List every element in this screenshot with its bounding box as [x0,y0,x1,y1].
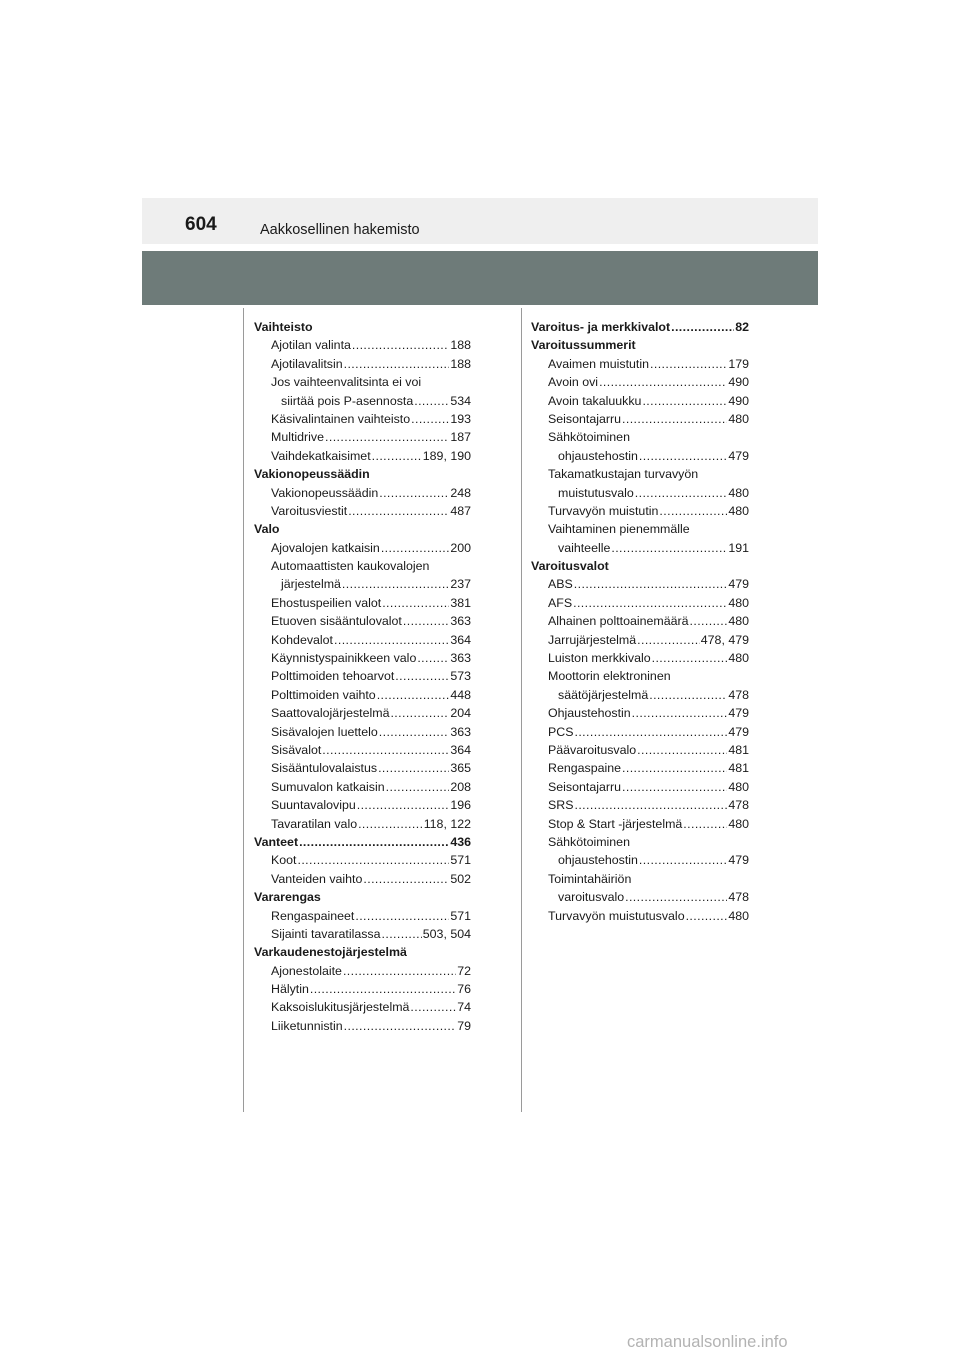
dot-leader [639,851,727,869]
dot-leader [649,686,727,704]
index-entry-halytin [254,980,471,998]
page-reference: 503, 504 [422,926,471,941]
page-reference: 363 [450,724,471,739]
dot-leader [637,631,700,649]
page-reference: 208 [450,779,471,794]
dot-leader [659,502,727,520]
index-term: Ajotilavalitsin [271,356,343,371]
page-reference: 480 [728,779,749,794]
page-reference: 490 [728,375,749,390]
dot-leader [382,925,422,943]
page-reference: 480 [728,908,749,923]
dot-leader [355,907,449,925]
index-entry-sisaantulovalaistus [254,759,471,777]
dot-leader [573,594,727,612]
index-entry-varoitusvalo [531,888,749,906]
index-entry-sijainti-tavaratilassa [254,925,471,943]
index-term: Luiston merkkivalo [548,651,651,666]
index-term: Toimintahäiriön [548,871,632,886]
index-entry-paavaroitusvalo [531,741,749,759]
index-term: Tavaratilan valo [271,816,358,831]
page-reference: 363 [450,651,471,666]
dot-leader [363,870,449,888]
index-entry-sisavalot [254,741,471,759]
index-term: Ehostuspeilien valot [271,595,382,610]
index-entry-etuoven-sisaantulovalot [254,612,471,630]
index-term: Polttimoiden tehoarvot [271,669,395,684]
dot-leader [574,575,728,593]
index-term: Jarrujärjestelmä [548,632,637,647]
index-entry-ajotilavalitsin [254,355,471,373]
index-entry-abs [531,575,749,593]
page-reference: 187 [450,430,471,445]
header-band [142,198,818,244]
index-entry-tavaratilan-valo [254,815,471,833]
index-term: varoitusvalo [558,890,625,905]
index-entry-vaihtaminen-pienemmalle [531,520,749,538]
index-term: Suuntavalovipu [271,798,356,813]
index-entry-saatojarjestelma [531,686,749,704]
dot-leader [403,612,449,630]
index-heading-vaihteisto [254,318,471,336]
page-reference: 193 [450,411,471,426]
index-term: siirtää pois P-asennosta [281,393,414,408]
dot-leader [358,815,423,833]
page-reference: 487 [450,503,471,518]
dot-leader [390,704,449,722]
index-entry-ehostuspeilien-valot [254,594,471,612]
index-heading-varoitus-ja-merkkivalot [531,318,749,336]
dot-leader [599,373,727,391]
index-term: Avaimen muistutin [548,356,650,371]
dot-leader [395,667,449,685]
dot-leader [671,318,734,336]
index-heading-vararengas [254,888,471,906]
index-term: Saattovalojärjestelmä [271,706,390,721]
index-term: Automaattisten kaukovalojen [271,559,430,574]
index-entry-vakionopeussaadin [254,484,471,502]
index-term: Liiketunnistin [271,1018,343,1033]
page-reference: 571 [450,853,471,868]
index-term: Valo [254,522,280,537]
index-entry-rengaspaine [531,759,749,777]
dot-leader [342,575,449,593]
index-entry-sisavalojen-luettelo [254,723,471,741]
index-term: Käynnistyspainikkeen valo [271,651,417,666]
index-term: Vaihtaminen pienemmälle [548,522,690,537]
index-entry-jos-vaihteenvalitsinta-ei-voi [254,373,471,391]
dot-leader [574,723,727,741]
watermark: carmanualsonline.info [627,1333,788,1351]
dot-leader [650,355,727,373]
index-term: Sisääntulovalaistus [271,761,378,776]
index-entry-vaihteelle [531,539,749,557]
dot-leader [344,355,450,373]
index-entry-ohjaustehostin [531,851,749,869]
dot-leader [622,759,727,777]
index-entry-rengaspaineet [254,907,471,925]
page-reference: 490 [728,393,749,408]
index-entry-takamatkustajan-turvavyon [531,465,749,483]
index-entry-kaksoislukitusjarjestelma [254,998,471,1016]
index-term: Varoitus- ja merkkivalot [531,320,671,334]
index-heading-varoitusvalot [531,557,749,575]
index-term: Jos vaihteenvalitsinta ei voi [271,375,422,390]
index-term: PCS [548,724,574,739]
index-term: säätöjärjestelmä [558,687,649,702]
page-reference: 481 [728,742,749,757]
index-entry-sahkotoiminen [531,833,749,851]
index-entry-ohjaustehostin [531,447,749,465]
index-term: Moottorin elektroninen [548,669,671,684]
section-tab-band [142,251,818,305]
index-term: Seisontajarru [548,411,622,426]
page-reference: 436 [450,834,471,849]
dot-leader [632,704,728,722]
index-entry-moottorin-elektroninen [531,667,749,685]
page-reference: 479 [728,448,749,463]
index-entry-turvavyon-muistutin [531,502,749,520]
index-entry-saattovalojarjestelma [254,704,471,722]
index-term: Koot [271,853,297,868]
dot-leader [637,741,727,759]
page-reference: 179 [728,356,749,371]
index-entry-avoin-takaluukku [531,392,749,410]
page-reference: 480 [728,651,749,666]
index-term: Ajovalojen katkaisin [271,540,380,555]
dot-leader [622,778,727,796]
index-entry-sahkotoiminen [531,428,749,446]
index-entry-avaimen-muistutin [531,355,749,373]
page-reference: 571 [450,908,471,923]
page-reference: 191 [728,540,749,555]
index-term: Sumuvalon katkaisin [271,779,385,794]
dot-leader [357,796,450,814]
dot-leader [386,778,450,796]
index-entry-srs [531,796,749,814]
dot-leader [381,539,449,557]
index-heading-varoitussummerit [531,336,749,354]
index-term: Varoitusvalot [531,559,609,574]
index-entry-liiketunnistin [254,1017,471,1035]
dot-leader [414,392,449,410]
index-term: Päävaroitusvalo [548,742,637,757]
index-term: Turvavyön muistutusvalo [548,908,685,923]
index-heading-vanteet [254,833,471,851]
dot-leader [299,833,449,851]
index-entry-alhainen-polttoainemaara [531,612,749,630]
index-term: Alhainen polttoainemäärä [548,614,689,629]
index-term: Takamatkustajan turvavyön [548,467,699,482]
page-reference: 481 [728,761,749,776]
page-reference: 502 [450,871,471,886]
index-term: AFS [548,595,573,610]
page-reference: 363 [450,614,471,629]
page-reference: 381 [450,595,471,610]
page-reference: 189, 190 [422,448,471,463]
page-reference: 480 [728,614,749,629]
page-reference: 479 [728,577,749,592]
page-reference: 364 [450,742,471,757]
page-reference: 479 [728,706,749,721]
index-entry-vaihdekatkaisimet [254,447,471,465]
page-reference: 204 [450,706,471,721]
index-heading-vakionopeussaadin [254,465,471,483]
index-entry-seisontajarru [531,778,749,796]
index-entry-sumuvalon-katkaisin [254,778,471,796]
dot-leader [690,612,728,630]
dot-leader [352,336,449,354]
index-term: Multidrive [271,430,325,445]
dot-leader [298,851,450,869]
index-term: ABS [548,577,573,592]
column-rule-middle [521,308,522,1112]
page-reference: 573 [450,669,471,684]
index-entry-jarjestelma [254,575,471,593]
index-entry-toimintahairion [531,870,749,888]
index-entry-kohdevalot [254,631,471,649]
dot-leader [686,907,728,925]
index-term: Vakionopeussäädin [254,467,370,482]
dot-leader [652,649,728,667]
page-number: 604 [185,214,217,235]
index-term: Sähkötoiminen [548,430,630,445]
dot-leader [611,539,727,557]
index-term: Rengaspaineet [271,908,355,923]
page-reference: 365 [450,761,471,776]
index-term: Käsivalintainen vaihteisto [271,411,411,426]
index-column-right [531,318,749,925]
index-entry-jarrujarjestelma [531,631,749,649]
page-reference: 196 [450,798,471,813]
dot-leader [411,410,449,428]
dot-leader [344,1017,457,1035]
index-term: Sijainti tavaratilassa [271,926,381,941]
index-term: Sisävalot [271,742,322,757]
page-reference: 82 [735,320,749,334]
section-title: Aakkosellinen hakemisto [260,222,420,238]
dot-leader [343,962,456,980]
index-entry-pcs [531,723,749,741]
dot-leader [622,410,727,428]
page-reference: 480 [728,411,749,426]
index-entry-stop-start-jarjestelma [531,815,749,833]
index-term: Polttimoiden vaihto [271,687,376,702]
dot-leader [635,484,728,502]
index-entry-seisontajarru [531,410,749,428]
page-reference: 188 [450,356,471,371]
index-entry-varoitusviestit [254,502,471,520]
index-entry-luiston-merkkivalo [531,649,749,667]
index-entry-automaattisten-kaukovalojen [254,557,471,575]
dot-leader [378,759,449,777]
index-term: ohjaustehostin [558,853,638,868]
dot-leader [348,502,449,520]
page-reference: 364 [450,632,471,647]
index-entry-kaynnistyspainikkeen-valo [254,649,471,667]
dot-leader [379,484,449,502]
index-term: Vakionopeussäädin [271,485,379,500]
page-reference: 200 [450,540,471,555]
index-term: Vaihteisto [254,320,313,334]
index-term: Vararengas [254,890,321,905]
index-term: Sähkötoiminen [548,834,630,849]
index-entry-polttimoiden-vaihto [254,686,471,704]
page-reference: 237 [450,577,471,592]
index-entry-ohjaustehostin [531,704,749,722]
column-rule-left [243,308,244,1112]
index-entry-suuntavalovipu [254,796,471,814]
index-entry-ajotilan-valinta [254,336,471,354]
index-term: Stop & Start -järjestelmä [548,816,683,831]
index-entry-ajovalojen-katkaisin [254,539,471,557]
index-entry-vanteiden-vaihto [254,870,471,888]
index-term: Varkaudenestojärjestelmä [254,945,407,960]
dot-leader [683,815,727,833]
index-term: Hälytin [271,982,309,997]
index-term: ohjaustehostin [558,448,638,463]
index-term: järjestelmä [281,577,341,592]
index-entry-ajonestolaite [254,962,471,980]
dot-leader [642,392,727,410]
index-term: Sisävalojen luettelo [271,724,378,739]
index-term: vaihteelle [558,540,611,555]
page-reference: 76 [457,982,471,997]
index-term: Ajonestolaite [271,963,342,978]
page-reference: 72 [457,963,471,978]
page-reference: 79 [457,1018,471,1033]
page-reference: 118, 122 [423,816,471,831]
index-term: Ajotilan valinta [271,338,351,353]
index-entry-afs [531,594,749,612]
dot-leader [325,428,449,446]
page-reference: 480 [728,503,749,518]
index-term: Vanteet [254,834,299,849]
index-term: Varoitusviestit [271,503,348,518]
dot-leader [334,631,449,649]
index-entry-multidrive [254,428,471,446]
index-term: Avoin ovi [548,375,599,390]
page-reference: 534 [450,393,471,408]
index-heading-valo [254,520,471,538]
index-entry-kasivalintainen-vaihteisto [254,410,471,428]
index-term: Avoin takaluukku [548,393,642,408]
dot-leader [322,741,449,759]
dot-leader [417,649,449,667]
page-reference: 479 [728,853,749,868]
dot-leader [574,796,727,814]
dot-leader [310,980,456,998]
index-term: Kaksoislukitusjärjestelmä [271,1000,410,1015]
page-reference: 74 [457,1000,471,1015]
index-column-left [254,318,471,1035]
page-reference: 478, 479 [700,632,749,647]
index-term: Seisontajarru [548,779,622,794]
index-term: Rengaspaine [548,761,622,776]
index-term: SRS [548,798,574,813]
page-reference: 480 [728,485,749,500]
index-term: Kohdevalot [271,632,334,647]
index-entry-koot [254,851,471,869]
index-entry-siirtaa-pois-p-asennosta [254,392,471,410]
dot-leader [625,888,727,906]
page-reference: 480 [728,816,749,831]
index-entry-muistutusvalo [531,484,749,502]
page-reference: 188 [450,338,471,353]
index-term: Varoitussummerit [531,338,636,353]
dot-leader [377,686,450,704]
page-reference: 480 [728,595,749,610]
index-term: Etuoven sisääntulovalot [271,614,402,629]
page-reference: 248 [450,485,471,500]
index-entry-polttimoiden-tehoarvot [254,667,471,685]
index-entry-avoin-ovi [531,373,749,391]
dot-leader [372,447,422,465]
index-term: Ohjaustehostin [548,706,631,721]
index-term: Vanteiden vaihto [271,871,363,886]
index-term: Turvavyön muistutin [548,503,659,518]
dot-leader [379,723,450,741]
index-term: Vaihdekatkaisimet [271,448,371,463]
page-reference: 479 [728,724,749,739]
index-term: muistutusvalo [558,485,634,500]
index-entry-turvavyon-muistutusvalo [531,907,749,925]
dot-leader [382,594,449,612]
page-reference: 478 [728,890,749,905]
dot-leader [410,998,456,1016]
page-reference: 478 [728,798,749,813]
page-reference: 448 [450,687,471,702]
page-reference: 478 [728,687,749,702]
dot-leader [639,447,727,465]
index-heading-varkaudenestojarjestelma [254,943,471,961]
